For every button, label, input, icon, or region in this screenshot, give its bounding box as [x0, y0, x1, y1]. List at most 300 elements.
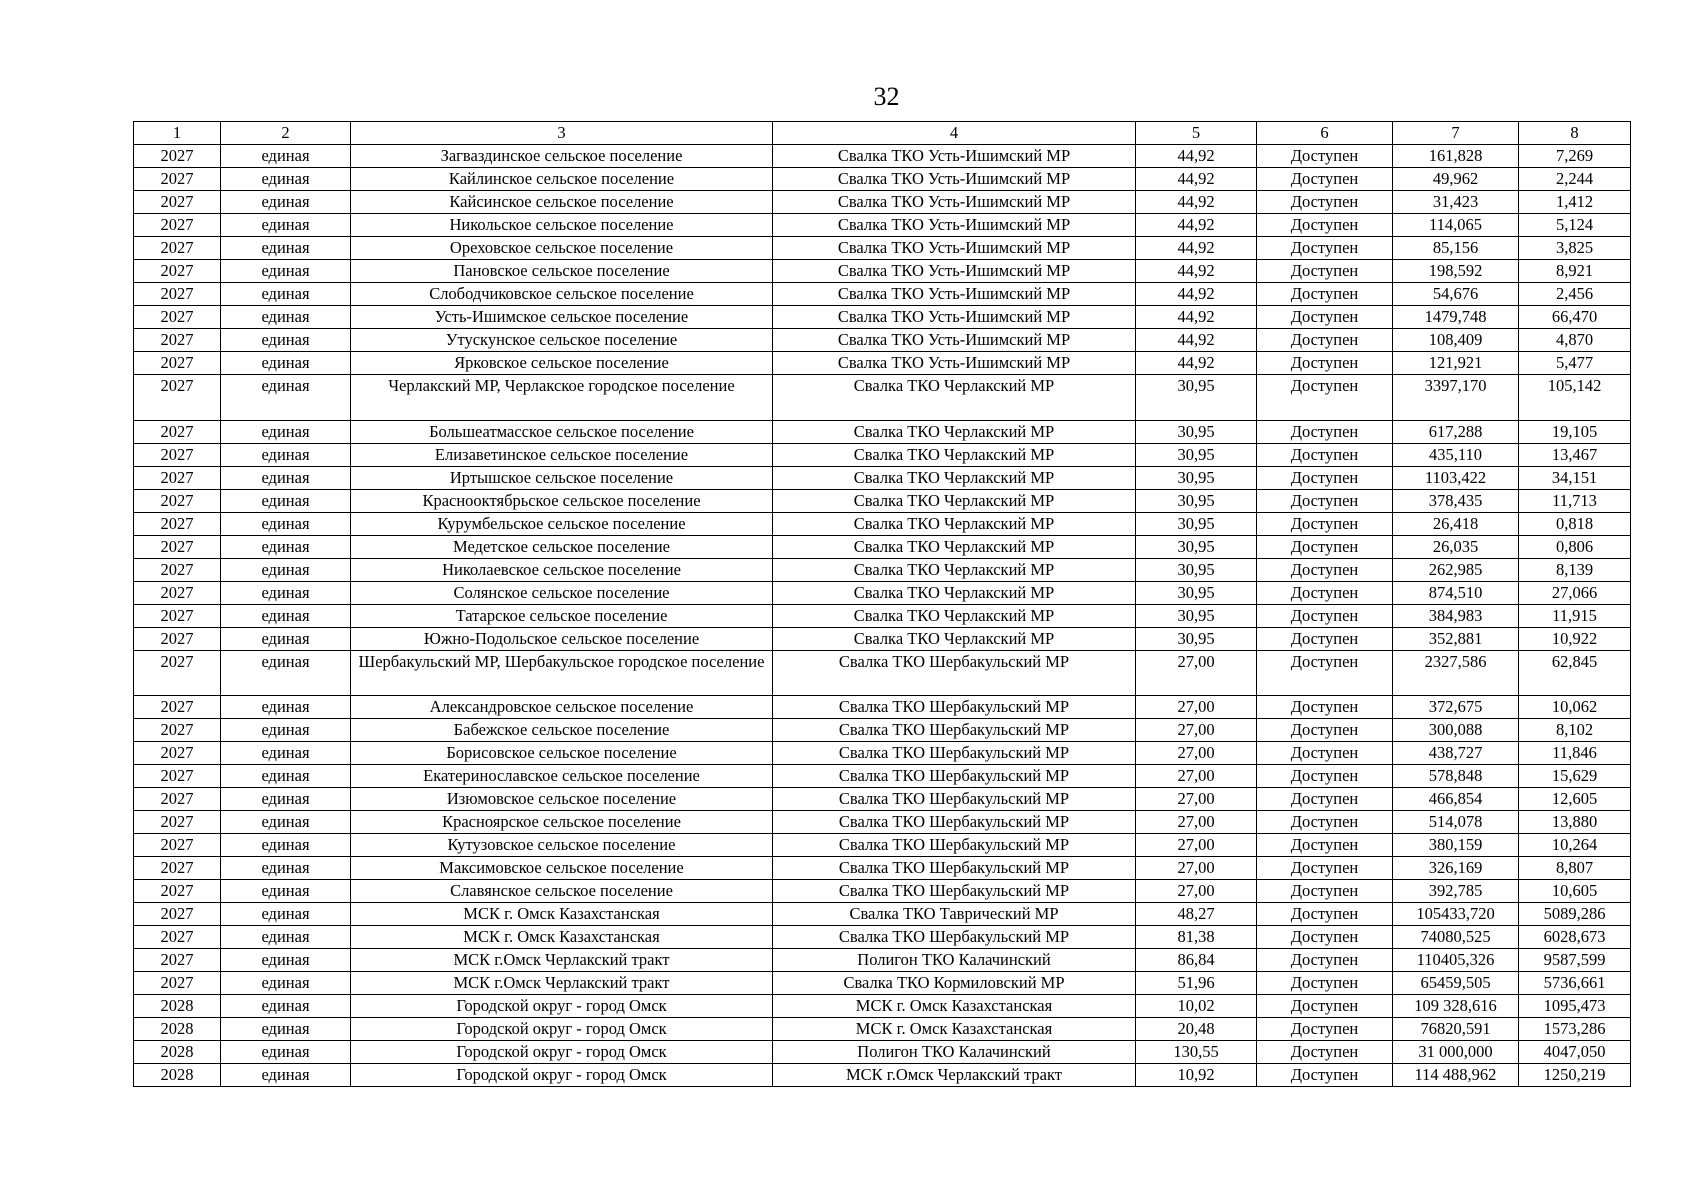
distance-cell: 27,00: [1136, 857, 1257, 880]
distance-cell: 30,95: [1136, 375, 1257, 421]
status-cell: Доступен: [1257, 811, 1393, 834]
year-cell: 2027: [134, 214, 221, 237]
status-cell: Доступен: [1257, 237, 1393, 260]
distance-cell: 27,00: [1136, 811, 1257, 834]
status-cell: Доступен: [1257, 903, 1393, 926]
year-cell: 2027: [134, 558, 221, 581]
distance-cell: 20,48: [1136, 1018, 1257, 1041]
distance-cell: 27,00: [1136, 696, 1257, 719]
category-cell: единая: [221, 306, 351, 329]
distance-cell: 10,92: [1136, 1064, 1257, 1087]
table-row: [134, 765, 1631, 788]
settlement-cell: Ореховское сельское поселение: [351, 237, 773, 260]
volume-cell: 617,288: [1393, 420, 1519, 443]
year-cell: 2027: [134, 719, 221, 742]
value-cell: 11,915: [1519, 604, 1631, 627]
value-cell: 10,264: [1519, 834, 1631, 857]
category-cell: единая: [221, 375, 351, 421]
header-cell: 3: [351, 122, 773, 145]
year-cell: 2027: [134, 949, 221, 972]
category-cell: единая: [221, 1041, 351, 1064]
facility-cell: Свалка ТКО Шербакульский МР: [773, 857, 1136, 880]
settlement-cell: Пановское сельское поселение: [351, 260, 773, 283]
volume-cell: 65459,505: [1393, 972, 1519, 995]
table-row: [134, 949, 1631, 972]
year-cell: 2027: [134, 742, 221, 765]
category-cell: единая: [221, 742, 351, 765]
status-cell: Доступен: [1257, 880, 1393, 903]
settlement-cell: Южно-Подольское сельское поселение: [351, 627, 773, 650]
status-cell: Доступен: [1257, 191, 1393, 214]
status-cell: Доступен: [1257, 857, 1393, 880]
volume-cell: 2327,586: [1393, 650, 1519, 696]
value-cell: 62,845: [1519, 650, 1631, 696]
distance-cell: 48,27: [1136, 903, 1257, 926]
value-cell: 8,139: [1519, 558, 1631, 581]
value-cell: 0,806: [1519, 535, 1631, 558]
table-row: [134, 466, 1631, 489]
table-row: [134, 1018, 1631, 1041]
volume-cell: 514,078: [1393, 811, 1519, 834]
facility-cell: Свалка ТКО Шербакульский МР: [773, 880, 1136, 903]
distance-cell: 27,00: [1136, 788, 1257, 811]
volume-cell: 110405,326: [1393, 949, 1519, 972]
category-cell: единая: [221, 627, 351, 650]
status-cell: Доступен: [1257, 306, 1393, 329]
status-cell: Доступен: [1257, 214, 1393, 237]
value-cell: 27,066: [1519, 581, 1631, 604]
category-cell: единая: [221, 696, 351, 719]
facility-cell: Свалка ТКО Черлакский МР: [773, 558, 1136, 581]
volume-cell: 300,088: [1393, 719, 1519, 742]
year-cell: 2027: [134, 466, 221, 489]
facility-cell: Свалка ТКО Усть-Ишимский МР: [773, 145, 1136, 168]
table-row: [134, 168, 1631, 191]
table-row: [134, 283, 1631, 306]
category-cell: единая: [221, 237, 351, 260]
year-cell: 2027: [134, 260, 221, 283]
facility-cell: Свалка ТКО Шербакульский МР: [773, 788, 1136, 811]
volume-cell: 380,159: [1393, 834, 1519, 857]
page-number: 32: [873, 82, 900, 111]
settlement-cell: Черлакский МР, Черлакское городское поселение: [351, 375, 773, 421]
volume-cell: 114,065: [1393, 214, 1519, 237]
table-row: [134, 811, 1631, 834]
distance-cell: 30,95: [1136, 581, 1257, 604]
year-cell: 2027: [134, 443, 221, 466]
distance-cell: 81,38: [1136, 926, 1257, 949]
settlement-cell: Городской округ - город Омск: [351, 995, 773, 1018]
year-cell: 2027: [134, 329, 221, 352]
value-cell: 10,062: [1519, 696, 1631, 719]
category-cell: единая: [221, 145, 351, 168]
volume-cell: 26,418: [1393, 512, 1519, 535]
category-cell: единая: [221, 443, 351, 466]
volume-cell: 392,785: [1393, 880, 1519, 903]
category-cell: единая: [221, 1064, 351, 1087]
facility-cell: Полигон ТКО Калачинский: [773, 949, 1136, 972]
status-cell: Доступен: [1257, 1041, 1393, 1064]
volume-cell: 49,962: [1393, 168, 1519, 191]
year-cell: 2027: [134, 581, 221, 604]
table-row: [134, 788, 1631, 811]
volume-cell: 54,676: [1393, 283, 1519, 306]
status-cell: Доступен: [1257, 926, 1393, 949]
status-cell: Доступен: [1257, 375, 1393, 421]
settlement-cell: Екатеринославское сельское поселение: [351, 765, 773, 788]
category-cell: единая: [221, 604, 351, 627]
year-cell: 2027: [134, 237, 221, 260]
value-cell: 13,467: [1519, 443, 1631, 466]
volume-cell: 384,983: [1393, 604, 1519, 627]
category-cell: единая: [221, 558, 351, 581]
volume-cell: 438,727: [1393, 742, 1519, 765]
status-cell: Доступен: [1257, 696, 1393, 719]
table-row: [134, 214, 1631, 237]
value-cell: 34,151: [1519, 466, 1631, 489]
category-cell: единая: [221, 650, 351, 696]
volume-cell: 326,169: [1393, 857, 1519, 880]
settlement-cell: Усть-Ишимское сельское поселение: [351, 306, 773, 329]
value-cell: 6028,673: [1519, 926, 1631, 949]
value-cell: 1095,473: [1519, 995, 1631, 1018]
value-cell: 2,244: [1519, 168, 1631, 191]
table-row: [134, 260, 1631, 283]
distance-cell: 44,92: [1136, 306, 1257, 329]
table-row: [134, 604, 1631, 627]
facility-cell: Свалка ТКО Черлакский МР: [773, 466, 1136, 489]
year-cell: 2027: [134, 696, 221, 719]
volume-cell: 26,035: [1393, 535, 1519, 558]
year-cell: 2027: [134, 191, 221, 214]
status-cell: Доступен: [1257, 719, 1393, 742]
value-cell: 3,825: [1519, 237, 1631, 260]
facility-cell: Свалка ТКО Усть-Ишимский МР: [773, 191, 1136, 214]
status-cell: Доступен: [1257, 145, 1393, 168]
value-cell: 5,124: [1519, 214, 1631, 237]
settlement-cell: Елизаветинское сельское поселение: [351, 443, 773, 466]
volume-cell: 262,985: [1393, 558, 1519, 581]
facility-cell: Свалка ТКО Усть-Ишимский МР: [773, 214, 1136, 237]
status-cell: Доступен: [1257, 420, 1393, 443]
settlement-cell: Городской округ - город Омск: [351, 1041, 773, 1064]
year-cell: 2027: [134, 903, 221, 926]
table-row: [134, 237, 1631, 260]
header-cell: 4: [773, 122, 1136, 145]
category-cell: единая: [221, 788, 351, 811]
value-cell: 9587,599: [1519, 949, 1631, 972]
facility-cell: Свалка ТКО Шербакульский МР: [773, 834, 1136, 857]
facility-cell: Свалка ТКО Черлакский МР: [773, 512, 1136, 535]
distance-cell: 44,92: [1136, 237, 1257, 260]
status-cell: Доступен: [1257, 742, 1393, 765]
distance-cell: 30,95: [1136, 604, 1257, 627]
settlement-cell: Максимовское сельское поселение: [351, 857, 773, 880]
settlement-cell: Шербакульский МР, Шербакульское городское поселение: [351, 650, 773, 696]
volume-cell: 372,675: [1393, 696, 1519, 719]
settlement-cell: Борисовское сельское поселение: [351, 742, 773, 765]
volume-cell: 31,423: [1393, 191, 1519, 214]
data-table: [133, 121, 1631, 1087]
status-cell: Доступен: [1257, 972, 1393, 995]
status-cell: Доступен: [1257, 168, 1393, 191]
status-cell: Доступен: [1257, 283, 1393, 306]
table-row: [134, 191, 1631, 214]
facility-cell: Свалка ТКО Шербакульский МР: [773, 742, 1136, 765]
volume-cell: 874,510: [1393, 581, 1519, 604]
distance-cell: 27,00: [1136, 765, 1257, 788]
distance-cell: 130,55: [1136, 1041, 1257, 1064]
settlement-cell: Иртышское сельское поселение: [351, 466, 773, 489]
value-cell: 11,846: [1519, 742, 1631, 765]
status-cell: Доступен: [1257, 604, 1393, 627]
table-row: [134, 1041, 1631, 1064]
category-cell: единая: [221, 880, 351, 903]
distance-cell: 30,95: [1136, 489, 1257, 512]
value-cell: 0,818: [1519, 512, 1631, 535]
settlement-cell: Николаевское сельское поселение: [351, 558, 773, 581]
volume-cell: 3397,170: [1393, 375, 1519, 421]
status-cell: Доступен: [1257, 466, 1393, 489]
settlement-cell: Медетское сельское поселение: [351, 535, 773, 558]
distance-cell: 30,95: [1136, 443, 1257, 466]
status-cell: Доступен: [1257, 260, 1393, 283]
distance-cell: 44,92: [1136, 191, 1257, 214]
volume-cell: 105433,720: [1393, 903, 1519, 926]
settlement-cell: Городской округ - город Омск: [351, 1018, 773, 1041]
value-cell: 1573,286: [1519, 1018, 1631, 1041]
header-cell: 7: [1393, 122, 1519, 145]
volume-cell: 435,110: [1393, 443, 1519, 466]
settlement-cell: Краснооктябрьское сельское поселение: [351, 489, 773, 512]
status-cell: Доступен: [1257, 995, 1393, 1018]
settlement-cell: Городской округ - город Омск: [351, 1064, 773, 1087]
status-cell: Доступен: [1257, 834, 1393, 857]
facility-cell: Свалка ТКО Черлакский МР: [773, 489, 1136, 512]
status-cell: Доступен: [1257, 443, 1393, 466]
value-cell: 8,807: [1519, 857, 1631, 880]
facility-cell: Свалка ТКО Усть-Ишимский МР: [773, 352, 1136, 375]
value-cell: 5089,286: [1519, 903, 1631, 926]
settlement-cell: Ярковское сельское поселение: [351, 352, 773, 375]
facility-cell: Свалка ТКО Черлакский МР: [773, 581, 1136, 604]
year-cell: 2027: [134, 834, 221, 857]
year-cell: 2027: [134, 926, 221, 949]
status-cell: Доступен: [1257, 329, 1393, 352]
table-body: [134, 122, 1631, 1087]
settlement-cell: Никольское сельское поселение: [351, 214, 773, 237]
settlement-cell: Татарское сельское поселение: [351, 604, 773, 627]
year-cell: 2027: [134, 283, 221, 306]
table-row: [134, 443, 1631, 466]
category-cell: единая: [221, 581, 351, 604]
value-cell: 8,921: [1519, 260, 1631, 283]
distance-cell: 44,92: [1136, 329, 1257, 352]
table-row: [134, 627, 1631, 650]
settlement-cell: Бабежское сельское поселение: [351, 719, 773, 742]
year-cell: 2027: [134, 857, 221, 880]
header-cell: 2: [221, 122, 351, 145]
category-cell: единая: [221, 214, 351, 237]
value-cell: 5736,661: [1519, 972, 1631, 995]
table-row: [134, 420, 1631, 443]
year-cell: 2027: [134, 489, 221, 512]
header-cell: 5: [1136, 122, 1257, 145]
distance-cell: 44,92: [1136, 352, 1257, 375]
facility-cell: Свалка ТКО Черлакский МР: [773, 535, 1136, 558]
settlement-cell: Славянское сельское поселение: [351, 880, 773, 903]
settlement-cell: Слободчиковское сельское поселение: [351, 283, 773, 306]
category-cell: единая: [221, 283, 351, 306]
year-cell: 2027: [134, 765, 221, 788]
table-row: [134, 489, 1631, 512]
distance-cell: 30,95: [1136, 512, 1257, 535]
facility-cell: Свалка ТКО Черлакский МР: [773, 604, 1136, 627]
settlement-cell: МСК г.Омск Черлакский тракт: [351, 949, 773, 972]
volume-cell: 378,435: [1393, 489, 1519, 512]
value-cell: 10,605: [1519, 880, 1631, 903]
year-cell: 2027: [134, 788, 221, 811]
value-cell: 10,922: [1519, 627, 1631, 650]
category-cell: единая: [221, 926, 351, 949]
distance-cell: 27,00: [1136, 834, 1257, 857]
status-cell: Доступен: [1257, 949, 1393, 972]
distance-cell: 27,00: [1136, 742, 1257, 765]
year-cell: 2027: [134, 880, 221, 903]
volume-cell: 31 000,000: [1393, 1041, 1519, 1064]
category-cell: единая: [221, 260, 351, 283]
value-cell: 15,629: [1519, 765, 1631, 788]
status-cell: Доступен: [1257, 581, 1393, 604]
status-cell: Доступен: [1257, 352, 1393, 375]
distance-cell: 44,92: [1136, 260, 1257, 283]
year-cell: 2027: [134, 306, 221, 329]
settlement-cell: Загваздинское сельское поселение: [351, 145, 773, 168]
year-cell: 2027: [134, 420, 221, 443]
status-cell: Доступен: [1257, 489, 1393, 512]
category-cell: единая: [221, 903, 351, 926]
table-row: [134, 581, 1631, 604]
facility-cell: Свалка ТКО Таврический МР: [773, 903, 1136, 926]
table-row: [134, 926, 1631, 949]
status-cell: Доступен: [1257, 1064, 1393, 1087]
facility-cell: Свалка ТКО Усть-Ишимский МР: [773, 306, 1136, 329]
value-cell: 13,880: [1519, 811, 1631, 834]
category-cell: единая: [221, 168, 351, 191]
table-row: [134, 719, 1631, 742]
volume-cell: 161,828: [1393, 145, 1519, 168]
table-row: [134, 696, 1631, 719]
distance-cell: 27,00: [1136, 880, 1257, 903]
distance-cell: 44,92: [1136, 283, 1257, 306]
volume-cell: 74080,525: [1393, 926, 1519, 949]
category-cell: единая: [221, 466, 351, 489]
year-cell: 2027: [134, 535, 221, 558]
value-cell: 5,477: [1519, 352, 1631, 375]
status-cell: Доступен: [1257, 650, 1393, 696]
distance-cell: 44,92: [1136, 168, 1257, 191]
settlement-cell: Солянское сельское поселение: [351, 581, 773, 604]
status-cell: Доступен: [1257, 627, 1393, 650]
facility-cell: Свалка ТКО Шербакульский МР: [773, 811, 1136, 834]
year-cell: 2027: [134, 604, 221, 627]
category-cell: единая: [221, 811, 351, 834]
volume-cell: 578,848: [1393, 765, 1519, 788]
facility-cell: Свалка ТКО Шербакульский МР: [773, 719, 1136, 742]
category-cell: единая: [221, 719, 351, 742]
table-row: [134, 903, 1631, 926]
facility-cell: МСК г. Омск Казахстанская: [773, 1018, 1136, 1041]
settlement-cell: МСК г. Омск Казахстанская: [351, 903, 773, 926]
year-cell: 2027: [134, 627, 221, 650]
year-cell: 2027: [134, 972, 221, 995]
category-cell: единая: [221, 972, 351, 995]
year-cell: 2027: [134, 145, 221, 168]
facility-cell: МСК г.Омск Черлакский тракт: [773, 1064, 1136, 1087]
facility-cell: Свалка ТКО Кормиловский МР: [773, 972, 1136, 995]
year-cell: 2028: [134, 1064, 221, 1087]
value-cell: 1,412: [1519, 191, 1631, 214]
distance-cell: 30,95: [1136, 420, 1257, 443]
settlement-cell: Кайсинское сельское поселение: [351, 191, 773, 214]
table-row: [134, 352, 1631, 375]
distance-cell: 30,95: [1136, 558, 1257, 581]
distance-cell: 10,02: [1136, 995, 1257, 1018]
settlement-cell: МСК г.Омск Черлакский тракт: [351, 972, 773, 995]
facility-cell: Свалка ТКО Черлакский МР: [773, 443, 1136, 466]
volume-cell: 114 488,962: [1393, 1064, 1519, 1087]
settlement-cell: Кутузовское сельское поселение: [351, 834, 773, 857]
volume-cell: 198,592: [1393, 260, 1519, 283]
header-cell: 8: [1519, 122, 1631, 145]
table-row: [134, 857, 1631, 880]
year-cell: 2027: [134, 512, 221, 535]
table-row: [134, 329, 1631, 352]
settlement-cell: Большеатмасское сельское поселение: [351, 420, 773, 443]
facility-cell: Свалка ТКО Усть-Ишимский МР: [773, 329, 1136, 352]
distance-cell: 86,84: [1136, 949, 1257, 972]
distance-cell: 51,96: [1136, 972, 1257, 995]
facility-cell: Свалка ТКО Шербакульский МР: [773, 650, 1136, 696]
table-row: [134, 145, 1631, 168]
status-cell: Доступен: [1257, 765, 1393, 788]
category-cell: единая: [221, 512, 351, 535]
year-cell: 2028: [134, 995, 221, 1018]
facility-cell: Свалка ТКО Черлакский МР: [773, 375, 1136, 421]
table-row: [134, 972, 1631, 995]
facility-cell: Свалка ТКО Усть-Ишимский МР: [773, 283, 1136, 306]
category-cell: единая: [221, 191, 351, 214]
settlement-cell: Александровское сельское поселение: [351, 696, 773, 719]
category-cell: единая: [221, 834, 351, 857]
table-row: [134, 306, 1631, 329]
value-cell: 12,605: [1519, 788, 1631, 811]
volume-cell: 108,409: [1393, 329, 1519, 352]
category-cell: единая: [221, 420, 351, 443]
facility-cell: МСК г. Омск Казахстанская: [773, 995, 1136, 1018]
year-cell: 2027: [134, 811, 221, 834]
facility-cell: Свалка ТКО Усть-Ишимский МР: [773, 168, 1136, 191]
year-cell: 2028: [134, 1041, 221, 1064]
value-cell: 105,142: [1519, 375, 1631, 421]
volume-cell: 76820,591: [1393, 1018, 1519, 1041]
volume-cell: 109 328,616: [1393, 995, 1519, 1018]
header-row: [134, 122, 1631, 145]
facility-cell: Свалка ТКО Шербакульский МР: [773, 696, 1136, 719]
header-cell: 6: [1257, 122, 1393, 145]
volume-cell: 85,156: [1393, 237, 1519, 260]
volume-cell: 466,854: [1393, 788, 1519, 811]
